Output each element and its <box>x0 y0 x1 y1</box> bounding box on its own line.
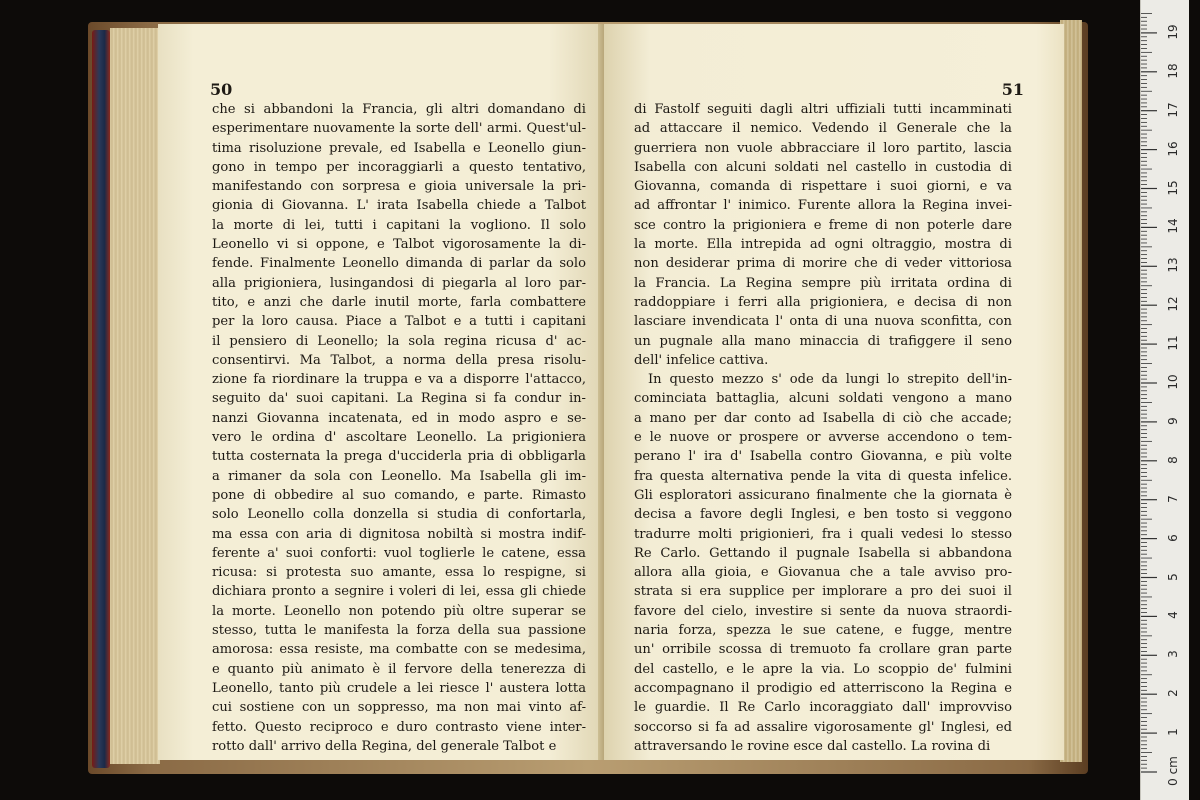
text-line: e le nuove or prospere or avverse accendono o tem- <box>634 430 1012 446</box>
ruler-number: 9 <box>1166 417 1180 425</box>
text-line: non desiderar prima di morire che di veder vittoriosa <box>634 256 1012 272</box>
text-line: consentirvi. Ma Talbot, a norma della presa risolu- <box>212 352 586 368</box>
text-line: tutta costernata la prega d'ucciderla pria di obbligarla <box>212 449 586 465</box>
text-line: guerriera non vuole abbracciare il loro partito, lascia <box>634 140 1012 156</box>
text-line: Gli esploratori assicurano finalmente che la giornata è <box>634 487 1012 503</box>
ruler-unit-label: 0 cm <box>1166 756 1180 786</box>
ruler-number: 15 <box>1166 179 1180 196</box>
text-line: pone di obbedire al suo comando, e parte. Rimasto <box>212 487 586 503</box>
text-line: tito, e anzi che darle inutil morte, farla combattere <box>212 294 586 310</box>
text-line: Leonello vi si oppone, e Talbot vigorosamente la di- <box>212 237 586 253</box>
text-line: la morte. Leonello non potendo più oltre superar se <box>212 603 586 619</box>
text-line: favore del cielo, investire si sente da nuova straordi- <box>634 603 1012 619</box>
text-line: del castello, e le apre la via. Lo scoppio de' fulmini <box>634 661 1012 677</box>
text-line: cominciata battaglia, alcuni soldati vengono a mano <box>634 391 1012 407</box>
text-line: nanzi Giovanna incatenata, ed in modo aspro e se- <box>212 410 586 426</box>
ruler-number: 10 <box>1166 374 1180 390</box>
text-line: la Francia. La Regina sempre più irritata ordina di <box>634 275 1012 291</box>
text-line: solo Leonello colla donzella si studia di confortarla, <box>212 507 586 523</box>
text-line: le guardie. Il Re Carlo incoraggiato dall' improvviso <box>634 700 1012 716</box>
text-line: a rimaner da sola con Leonello. Ma Isabella gli im- <box>212 468 586 484</box>
text-line: gono in tempo per incoraggiarli a questo tentativo, <box>212 159 586 175</box>
text-line: fetto. Questo reciproco e duro contrasto viene inter- <box>212 719 586 735</box>
page-number-left: 50 <box>210 80 233 99</box>
text-line: un pugnale alla mano minaccia di trafiggere il seno <box>634 333 1012 349</box>
text-line: fende. Finalmente Leonello dimanda di parlar da solo <box>212 256 586 272</box>
ruler-number: 17 <box>1166 102 1180 118</box>
text-line: soccorso si fa ad assalire vigorosamente gl' Inglesi, ed <box>634 719 1012 735</box>
text-line: tima risoluzione prevale, ed Isabella e Leonello giun- <box>212 140 586 156</box>
text-line: ferente a' suoi conforti: vuol toglierle le catene, essa <box>212 545 586 561</box>
ruler-number: 12 <box>1166 296 1180 312</box>
ruler-number: 14 <box>1166 218 1180 235</box>
ruler-number: 18 <box>1166 63 1180 79</box>
text-line: manifestando con sorpresa e gioia universale la pri- <box>212 179 586 195</box>
book-spine <box>92 30 110 768</box>
text-line: zione fa riordinare la truppa e va a disporre l'attacco, <box>212 372 586 388</box>
right-page <box>604 24 1064 760</box>
text-line: cui sostiene con un soppresso, ma non mai vinto af- <box>212 700 586 716</box>
text-line: strata si era supplice per implorare a pro dei suoi il <box>634 584 1012 600</box>
text-line: ma essa con aria di dignitosa nobiltà si mostra indif- <box>212 526 586 542</box>
text-line: decisa a favore degli Inglesi, e ben tosto si veggono <box>634 507 1012 523</box>
ruler-number: 11 <box>1166 335 1180 351</box>
text-line: amorosa: essa resiste, ma combatte con se medesima, <box>212 642 586 658</box>
text-line: naria forza, spezza le sue catene, e fugge, mentre <box>634 623 1012 639</box>
ruler-number: 19 <box>1166 24 1180 40</box>
text-line: Leonello, tanto più crudele a lei riesce l' austera lotta <box>212 680 586 696</box>
text-line: dell' infelice cattiva. <box>634 352 769 368</box>
text-line: perano l' ira d' Isabella contro Giovanna, e più volte <box>634 449 1012 465</box>
text-line: allora alla gioia, e Giovanua che a tale avviso pro- <box>634 565 1012 581</box>
ruler-number: 16 <box>1166 140 1180 157</box>
text-line: sce contro la prigioniera e freme di non poterle dare <box>634 217 1012 233</box>
page-edges-left <box>110 28 160 764</box>
text-line: dichiara pronto a segnire i voleri di lei, essa gli chiede <box>212 584 586 600</box>
text-line: ad affrontar l' inimico. Furente allora la Regina invei- <box>634 198 1012 214</box>
text-line: a mano per dar conto ad Isabella di ciò che accade; <box>634 410 1012 426</box>
text-line: lasciare invendicata l' onta di una nuova sconfitta, con <box>634 314 1012 330</box>
text-line: raddoppiare i ferri alla prigioniera, e decisa di non <box>634 294 1012 310</box>
text-line: esperimentare nuovamente la sorte dell' armi. Quest'ul- <box>212 121 586 137</box>
text-line: stesso, tutta le manifesta la forza della sua passione <box>212 623 586 639</box>
text-line: Giovanna, comanda di rispettare i suoi giorni, e va <box>634 179 1012 195</box>
text-line: e quanto più animato è il fervore della tenerezza di <box>212 661 586 677</box>
text-line: gionia di Giovanna. L' irata Isabella chiede a Talbot <box>212 198 586 214</box>
ruler-number: 1 <box>1166 728 1180 736</box>
text-line: fra questa alternativa pende la vita di questa infelice. <box>634 468 1012 484</box>
ruler-number: 13 <box>1166 257 1180 273</box>
text-line: la morte di lei, tutti i capitani la vogliono. Il solo <box>212 217 586 233</box>
ruler-number: 5 <box>1166 572 1180 581</box>
left-page-text <box>212 100 586 756</box>
measuring-ruler <box>1140 0 1189 800</box>
text-line: In questo mezzo s' ode da lungi lo strepito dell'in- <box>648 372 1012 388</box>
text-line: ricusa: si protesta suo amante, essa lo respigne, si <box>212 565 586 581</box>
text-line: vero le ordina d' ascoltare Leonello. La prigioniera <box>212 430 586 446</box>
ruler-ticks <box>1141 0 1189 800</box>
ruler-number: 3 <box>1166 650 1180 659</box>
text-line: attraversando le rovine esce dal castello. La rovina di <box>634 738 991 754</box>
left-page <box>158 24 602 760</box>
text-line: alla prigioniera, lusingandosi di piegarla al loro par- <box>212 275 586 291</box>
text-line: di Fastolf seguiti dagli altri uffiziali tutti incamminati <box>634 102 1012 117</box>
text-line: rotto dall' arrivo della Regina, del generale Talbot e <box>212 738 557 754</box>
right-page-text <box>634 100 1012 756</box>
ruler-number: 7 <box>1166 494 1180 503</box>
page-number-right: 51 <box>1001 80 1024 99</box>
ruler-number: 6 <box>1166 533 1180 542</box>
text-line: che si abbandoni la Francia, gli altri domandano di <box>212 102 586 117</box>
text-line: ad attaccare il nemico. Vedendo il Generale che la <box>634 121 1012 137</box>
text-line: seguito da' suoi capitani. La Regina si fa condur in- <box>212 391 586 407</box>
text-line: tradurre molti prigionieri, fra i quali vedesi lo stesso <box>634 526 1012 542</box>
text-line: un' orribile scossa di tremuoto fa crollare gran parte <box>634 642 1012 658</box>
text-line: il pensiero di Leonello; la sola regina ricusa d' ac- <box>212 333 586 349</box>
text-line: la morte. Ella intrepida ad ogni oltraggio, mostra di <box>634 237 1012 253</box>
ruler-number: 8 <box>1166 455 1180 464</box>
text-line: Re Carlo. Gettando il pugnale Isabella si abbandona <box>634 545 1012 561</box>
ruler-number: 2 <box>1166 689 1180 698</box>
text-line: accompagnano il prodigio ed atterriscono la Regina e <box>634 680 1012 696</box>
text-line: per la loro causa. Piace a Talbot e a tutti i capitani <box>212 314 586 330</box>
ruler-number: 4 <box>1166 611 1180 620</box>
text-line: Isabella con alcuni soldati nel castello in custodia di <box>634 159 1012 175</box>
